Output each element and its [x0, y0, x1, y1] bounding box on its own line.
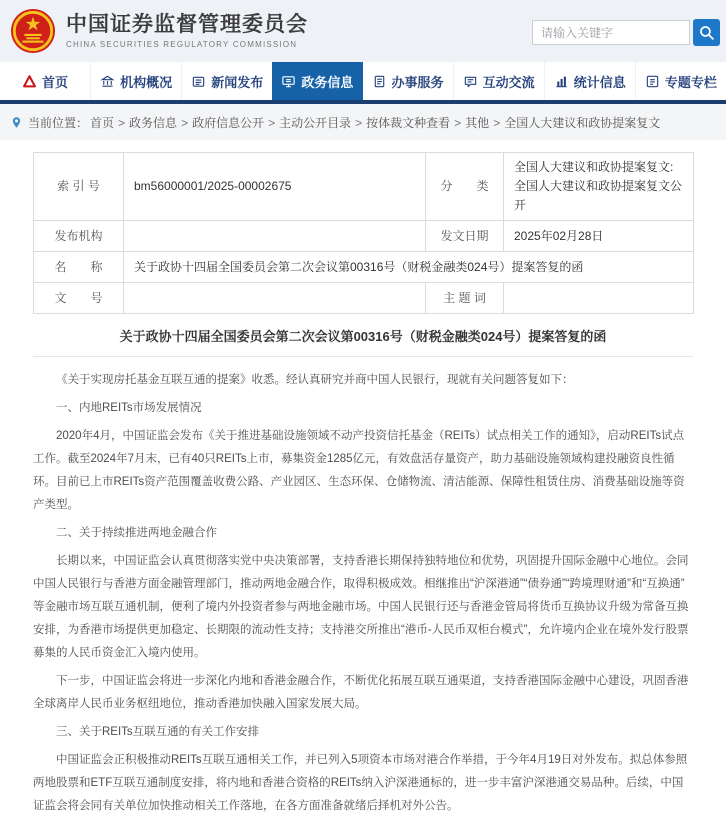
title-divider: [33, 356, 693, 357]
nav-tab-label: 统计信息: [573, 74, 626, 90]
meta-value-index: bm56000001/2025-00002675: [124, 153, 426, 221]
service-icon: [372, 74, 387, 89]
news-icon: [191, 74, 206, 89]
meta-value-keyword: [504, 283, 694, 314]
meta-value-name: 关于政协十四届全国委员会第二次会议第00316号（财税金融类024号）提案答复的函: [124, 252, 694, 283]
breadcrumb-item[interactable]: 按体裁文种查看: [366, 115, 451, 130]
nav-tab-7[interactable]: [544, 62, 635, 100]
meta-label-keyword: 主 题 词: [426, 283, 504, 314]
breadcrumb-item[interactable]: 政务信息: [129, 115, 178, 130]
breadcrumb-separator: >: [268, 115, 276, 130]
meta-label-doc-number: 文 号: [34, 283, 124, 314]
site-subtitle: CHINA SECURITIES REGULATORY COMMISSION: [66, 40, 298, 49]
document-body: [33, 369, 693, 818]
breadcrumb-separator: >: [493, 115, 501, 130]
nav-tab-label: 专题专栏: [664, 74, 717, 90]
search-button[interactable]: [693, 19, 720, 46]
org-identity: [66, 13, 308, 49]
bank-icon: [100, 74, 115, 89]
meta-row-name: [34, 252, 694, 283]
section-heading: 一、内地REITs市场发展情况: [56, 402, 202, 414]
meta-value-publisher: [124, 221, 426, 252]
nav-tab-1[interactable]: [0, 62, 90, 100]
site-title: 中国证券监督管理委员会: [66, 13, 308, 36]
breadcrumb-item[interactable]: 全国人大建议和政协提案复文: [504, 115, 661, 130]
nav-tab-label: 新闻发布: [211, 74, 264, 90]
body-paragraph: 中国证监会正积极推动REITs互联互通相关工作，并已列入5项资本市场对港合作举措，于今年4月19日对外发布。拟总体参照两地股票和ETF互联互通制度安排，将内地和香港合资格的REITs纳入沪深港通标的，进一步丰富沪深港通交易品种。后续，中国证监会将会同有关单位加快推动相关工作落地，在各方面准备就绪后择机对外公告。: [33, 754, 688, 812]
nav-tab-8[interactable]: [635, 62, 726, 100]
document-title: 关于政协十四届全国委员会第二次会议第00316号（财税金融类024号）提案答复的函: [119, 329, 607, 344]
breadcrumb-separator: >: [355, 115, 363, 130]
nav-tab-4[interactable]: [272, 62, 362, 100]
nav-tab-label: 互动交流: [482, 74, 535, 90]
meta-label-date: 发文日期: [426, 221, 504, 252]
nav-tab-2[interactable]: [90, 62, 181, 100]
meta-row-docno-keyword: [34, 283, 694, 314]
nav-tab-label: 首页: [42, 74, 69, 90]
national-emblem-logo: [10, 8, 56, 54]
body-paragraph: 下一步，中国证监会将进一步深化内地和香港金融合作，不断优化拓展互联互通渠道，支持香港国际金融中心建设，巩固香港全球离岸人民币业务枢纽地位，推动香港加快融入国家发展大局。: [33, 675, 689, 710]
meta-label-name: 名 称: [34, 252, 124, 283]
breadcrumb-item[interactable]: 首页: [90, 115, 115, 130]
csrc-logo-icon: [22, 74, 37, 89]
section-heading: 三、关于REITs互联互通的有关工作安排: [56, 726, 260, 738]
nav-tab-label: 机构概况: [120, 74, 173, 90]
meta-value-category: 全国人大建议和政协提案复文:全国人大建议和政协提案复文公开: [504, 153, 694, 221]
monitor-icon: [281, 74, 296, 89]
nav-tab-label: 办事服务: [391, 74, 444, 90]
search-icon: [698, 24, 715, 41]
breadcrumb: [0, 104, 726, 140]
site-header: [0, 0, 726, 62]
section-heading: 二、关于持续推进两地金融合作: [56, 527, 217, 539]
content: [0, 140, 726, 818]
search-bar: [532, 19, 720, 46]
nav-tab-5[interactable]: [363, 62, 453, 100]
body-paragraph: 长期以来，中国证监会认真贯彻落实党中央决策部署，支持香港长期保持独特地位和优势，巩固提升国际金融中心地位。会同中国人民银行与香港方面金融管理部门，推动两地金融合作，取得积极成效。相继推出“沪深港通”“债券通”“跨境理财通”和“互换通”等金融市场互联互通机制，便利了境内外投资者参与两地金融市场。中国人民银行还与香港金管局将货币互换协议升级为常备互换安排，为香港市场提供更加稳定、长期限的流动性支持；支持港交所推出“港币-人民币双柜台模式”，允许境内企业在境外发行股票募集的人民币资金汇入境内使用。: [33, 555, 689, 659]
main-nav: [0, 62, 726, 104]
breadcrumb-separator: >: [118, 115, 126, 130]
breadcrumb-separator: >: [181, 115, 189, 130]
breadcrumb-item[interactable]: 政府信息公开: [192, 115, 265, 130]
topic-icon: [645, 74, 660, 89]
breadcrumb-prefix: 当前位置：: [28, 115, 89, 130]
meta-label-index: 索 引 号: [34, 153, 124, 221]
body-paragraph: 《关于实现房托基金互联互通的提案》收悉。经认真研究并商中国人民银行，现就有关问题答复如下：: [56, 374, 574, 386]
meta-value-date: 2025年02月28日: [504, 221, 694, 252]
meta-value-doc-number: [124, 283, 426, 314]
stats-icon: [554, 74, 569, 89]
search-input[interactable]: [532, 20, 690, 45]
meta-row-publisher-date: [34, 221, 694, 252]
meta-label-category: 分 类: [426, 153, 504, 221]
breadcrumb-item[interactable]: 主动公开目录: [279, 115, 352, 130]
breadcrumb-item[interactable]: 其他: [465, 115, 490, 130]
chat-icon: [463, 74, 478, 89]
nav-tab-3[interactable]: [181, 62, 272, 100]
body-paragraph: 2020年4月，中国证监会发布《关于推进基础设施领域不动产投资信托基金（REITs）试点相关工作的通知》，启动REITs试点工作。截至2024年7月末，已有40只REITs上市，募集资金1285亿元，有效盘活存量资产，助力基础设施领域构建投融资良性循环。目前已上市REITs资产范围覆盖收费公路、产业园区、生态环保、仓储物流、清洁能源、保障性租赁住房、消费基础设施等资产类型。: [33, 430, 685, 511]
location-pin-icon: [10, 116, 23, 129]
document-meta-table: [33, 152, 694, 314]
meta-row-index-category: [34, 153, 694, 221]
breadcrumb-items: [90, 114, 660, 131]
nav-tab-6[interactable]: [453, 62, 544, 100]
nav-tab-label: 政务信息: [301, 74, 354, 90]
breadcrumb-separator: >: [454, 115, 462, 130]
meta-label-publisher: 发布机构: [34, 221, 124, 252]
